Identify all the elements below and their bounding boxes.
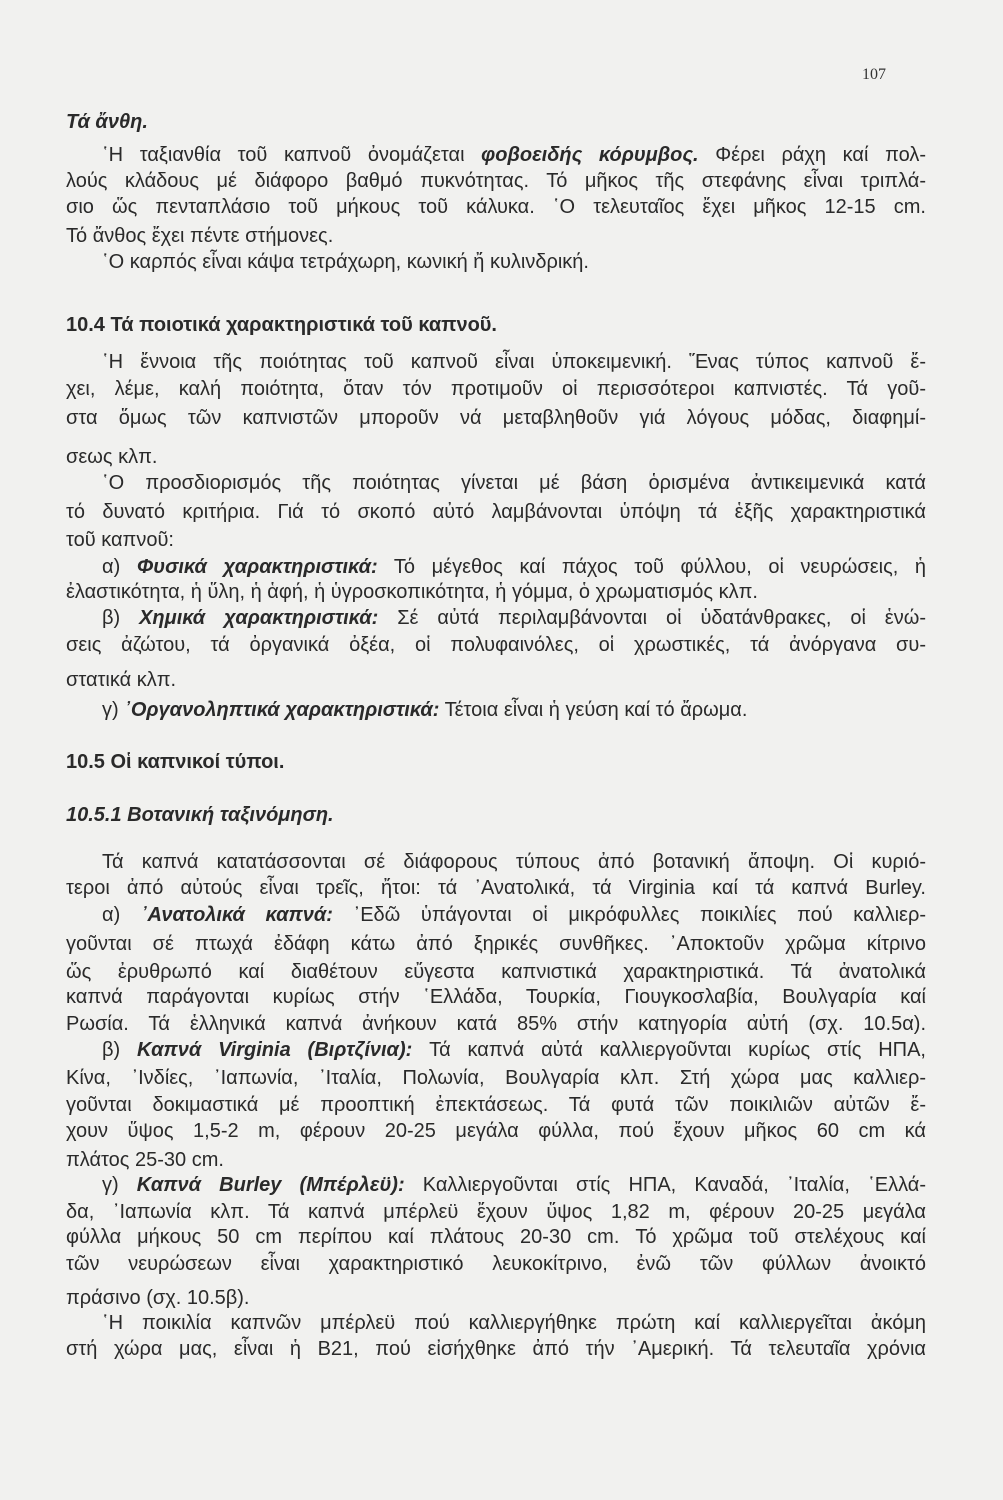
text-line [66, 1200, 926, 1224]
text-span: στατικά κλπ. [66, 669, 177, 691]
text-span: γοῦνται σέ πτωχά ἐδάφη κάτω ἀπό ξηρικές συνθῆκες. ᾿Αποκτοῦν χρῶμα κίτρινο [66, 933, 926, 955]
text-span: σεως κλπ. [66, 446, 158, 468]
text-span: τῶν νευρώσεων εἶναι χαρακτηριστικό λευκοκίτρινο, ἐνῶ τῶν φύλλων ἀνοικτό [66, 1253, 926, 1275]
text-line [102, 555, 926, 579]
text-line [102, 250, 926, 274]
text-line [102, 850, 926, 874]
text-span: τεροι ἀπό αὐτούς εἶναι τρεῖς, ἤτοι: τά ᾿Ανατολικά, τά Virginia καί τά καπνά Burley. [66, 877, 926, 899]
text-span: δα, ᾿Ιαπωνία κλπ. Τά καπνά μπέρλεϋ ἔχουν ὕψος 1,82 m, φέρουν 20-25 μεγάλα [66, 1201, 926, 1223]
text-span: λούς κλάδους μέ διάφορο βαθμό πυκνότητας. Τό μῆκος τῆς στεφάνης εἶναι τριπλά- [66, 170, 926, 192]
text-span: γ) [102, 1174, 137, 1196]
emphasis-text: Καπνά Virginia (Βιρτζίνια): [137, 1039, 413, 1061]
text-span: πράσινο (σχ. 10.5β). [66, 1287, 250, 1309]
text-span: ῾Ο προσδιορισμός τῆς ποιότητας γίνεται μέ βάση ὁρισμένα ἀντικειμενικά κατά [102, 472, 926, 494]
text-span: Σέ αὐτά περιλαμβάνονται οἱ ὑδατάνθρακες, οἱ ἑνώ- [378, 607, 926, 629]
text-span: πλάτος 25-30 cm. [66, 1149, 224, 1171]
text-line [102, 903, 926, 927]
emphasis-text: 10.5.1 Βοτανική ταξινόμηση. [66, 804, 334, 826]
text-span: σεις ἀζώτου, τά ὀργανικά ὀξέα, οἱ πολυφαινόλες, οἱ χρωστικές, τά ἀνόργανα συ- [66, 634, 926, 656]
text-span: ῾Ο καρπός εἶναι κάψα τετράχωρη, κωνική ἤ κυλινδρική. [102, 251, 589, 273]
text-span: Τέτοια εἶναι ἡ γεύση καί τό ἄρωμα. [439, 699, 748, 721]
text-line [66, 528, 926, 552]
text-span: χουν ὕψος 1,5-2 m, φέρουν 20-25 μεγάλα φύλλα, πού ἔχουν μῆκος 60 cm κά [66, 1120, 926, 1142]
text-span: Τά καπνά κατατάσσονται σέ διάφορους τύπους ἀπό βοτανική ἄποψη. Οἱ κυριό- [102, 851, 926, 873]
text-span: ἐλαστικότητα, ἡ ὕλη, ἡ ἁφή, ἡ ὑγροσκοπικότητα, ἡ γόμμα, ὁ χρωματισμός κλπ. [66, 581, 758, 603]
text-span: Ρωσία. Τά ἑλληνικά καπνά ἀνήκουν κατά 85% στήν κατηγορία αὐτή (σχ. 10.5α). [66, 1013, 926, 1035]
text-span: Φέρει ράχη καί πολ- [698, 144, 926, 166]
text-span: β) [102, 607, 140, 629]
text-span: Καλλιεργοῦνται στίς ΗΠΑ, Καναδά, ᾿Ιταλία, ῾Ελλά- [404, 1174, 926, 1196]
text-line [66, 500, 926, 524]
emphasis-text: ᾿Οργανοληπτικά χαρακτηριστικά: [124, 699, 440, 721]
text-line [66, 169, 926, 193]
text-line [102, 1038, 926, 1062]
text-line [66, 668, 926, 692]
text-line [66, 1012, 926, 1036]
text-span: ὥς ἐρυθρωπό καί διαθέτουν εὔγεστα καπνιστικά χαρακτηριστικά. Τά ἀνατολικά [66, 961, 926, 983]
heading [66, 313, 926, 337]
text-span: στή χώρα μας, εἶναι ἡ Β21, πού εἰσήχθηκε ἀπό τήν ᾿Αμερική. Τά τελευταῖα χρόνια [66, 1338, 926, 1360]
emphasis-text: Φυσικά χαρακτηριστικά: [136, 556, 378, 578]
text-line [102, 698, 926, 722]
text-span: γ) [102, 699, 125, 721]
text-line [102, 471, 926, 495]
text-line [102, 143, 926, 167]
emphasis-text: φοβοειδής κόρυμβος. [481, 144, 699, 166]
heading [66, 750, 926, 774]
text-line [66, 960, 926, 984]
text-line [66, 445, 926, 469]
text-span: φύλλα μήκους 50 cm περίπου καί πλάτους 20-30 cm. Τό χρῶμα τοῦ στελέχους καί [66, 1226, 926, 1248]
text-span: χει, λέμε, καλή ποιότητα, ὅταν τόν προτιμοῦν οἱ περισσότεροι καπνιστές. Τά γοῦ- [66, 378, 926, 400]
text-span: Τά καπνά αὐτά καλλιεργοῦνται κυρίως στίς ΗΠΑ, [412, 1039, 926, 1061]
text-span: Τό μέγεθος καί πάχος τοῦ φύλλου, οἱ νευρώσεις, ἡ [377, 556, 926, 578]
text-line [66, 1093, 926, 1117]
text-span: γοῦνται δοκιμαστικά μέ προοπτική ἐπεκτάσεως. Τά φυτά τῶν ποικιλιῶν αὐτῶν ἔ- [66, 1094, 926, 1116]
text-line [66, 195, 926, 219]
text-line [66, 580, 926, 604]
text-line [102, 606, 926, 630]
emphasis-text: ᾿Ανατολικά καπνά: [140, 904, 333, 926]
text-line [66, 1252, 926, 1276]
text-span: ᾿Εδῶ ὑπάγονται οἱ μικρόφυλλες ποικιλίες πού καλλιερ- [332, 904, 927, 926]
text-line [66, 1337, 926, 1361]
text-line [66, 985, 926, 1009]
text-line [102, 350, 926, 374]
section-heading: 10.5 Οἱ καπνικοί τύποι. [66, 751, 285, 773]
emphasis-text: Καπνά Burley (Μπέρλεϋ): [136, 1174, 405, 1196]
text-span: σιο ὥς πενταπλάσιο τοῦ μήκους τοῦ κάλυκα. ῾Ο τελευταῖος ἔχει μῆκος 12-15 cm. [66, 196, 926, 218]
text-span: ῾Η ἔννοια τῆς ποιότητας τοῦ καπνοῦ εἶναι ὑποκειμενική. Ἕνας τύπος καπνοῦ ἔ- [102, 351, 926, 373]
text-line [66, 377, 926, 401]
emphasis-text: Τά ἄνθη. [66, 111, 148, 133]
text-line [66, 1225, 926, 1249]
heading [66, 803, 926, 827]
text-line [102, 1173, 926, 1197]
text-line [102, 1311, 926, 1335]
text-line [66, 1148, 926, 1172]
text-line [66, 224, 926, 248]
section-heading: 10.4 Τά ποιοτικά χαρακτηριστικά τοῦ καπνοῦ. [66, 314, 497, 336]
text-line [66, 406, 926, 430]
text-span: β) [102, 1039, 138, 1061]
text-line [66, 1066, 926, 1090]
text-span: Τό ἄνθος ἔχει πέντε στήμονες. [66, 225, 334, 247]
heading [66, 110, 926, 134]
emphasis-text: Χημικά χαρακτηριστικά: [139, 607, 379, 629]
text-span: στα ὅμως τῶν καπνιστῶν μποροῦν νά μεταβληθοῦν γιά λόγους μόδας, διαφημί- [66, 407, 926, 429]
text-span: α) [102, 556, 137, 578]
text-line [66, 1286, 926, 1310]
text-line [66, 1119, 926, 1143]
text-span: τό δυνατό κριτήρια. Γιά τό σκοπό αὐτό λαμβάνονται ὑπόψη τά ἑξῆς χαρακτηριστικά [66, 501, 926, 523]
text-line [66, 932, 926, 956]
text-span: α) [102, 904, 141, 926]
text-span: τοῦ καπνοῦ: [66, 529, 174, 551]
text-line [66, 876, 926, 900]
text-span: Κίνα, ᾿Ινδίες, ᾿Ιαπωνία, ᾿Ιταλία, Πολωνία, Βουλγαρία κλπ. Στή χώρα μας καλλιερ- [66, 1067, 926, 1089]
text-span: ῾Η ταξιανθία τοῦ καπνοῦ ὀνομάζεται [102, 144, 482, 166]
page-number: 107 [862, 66, 886, 83]
text-span: ῾Η ποικιλία καπνῶν μπέρλεϋ πού καλλιεργήθηκε πρώτη καί καλλιεργεῖται ἀκόμη [102, 1312, 926, 1334]
text-span: καπνά παράγονται κυρίως στήν ῾Ελλάδα, Τουρκία, Γιουγκοσλαβία, Βουλγαρία καί [66, 986, 926, 1008]
text-line [66, 633, 926, 657]
